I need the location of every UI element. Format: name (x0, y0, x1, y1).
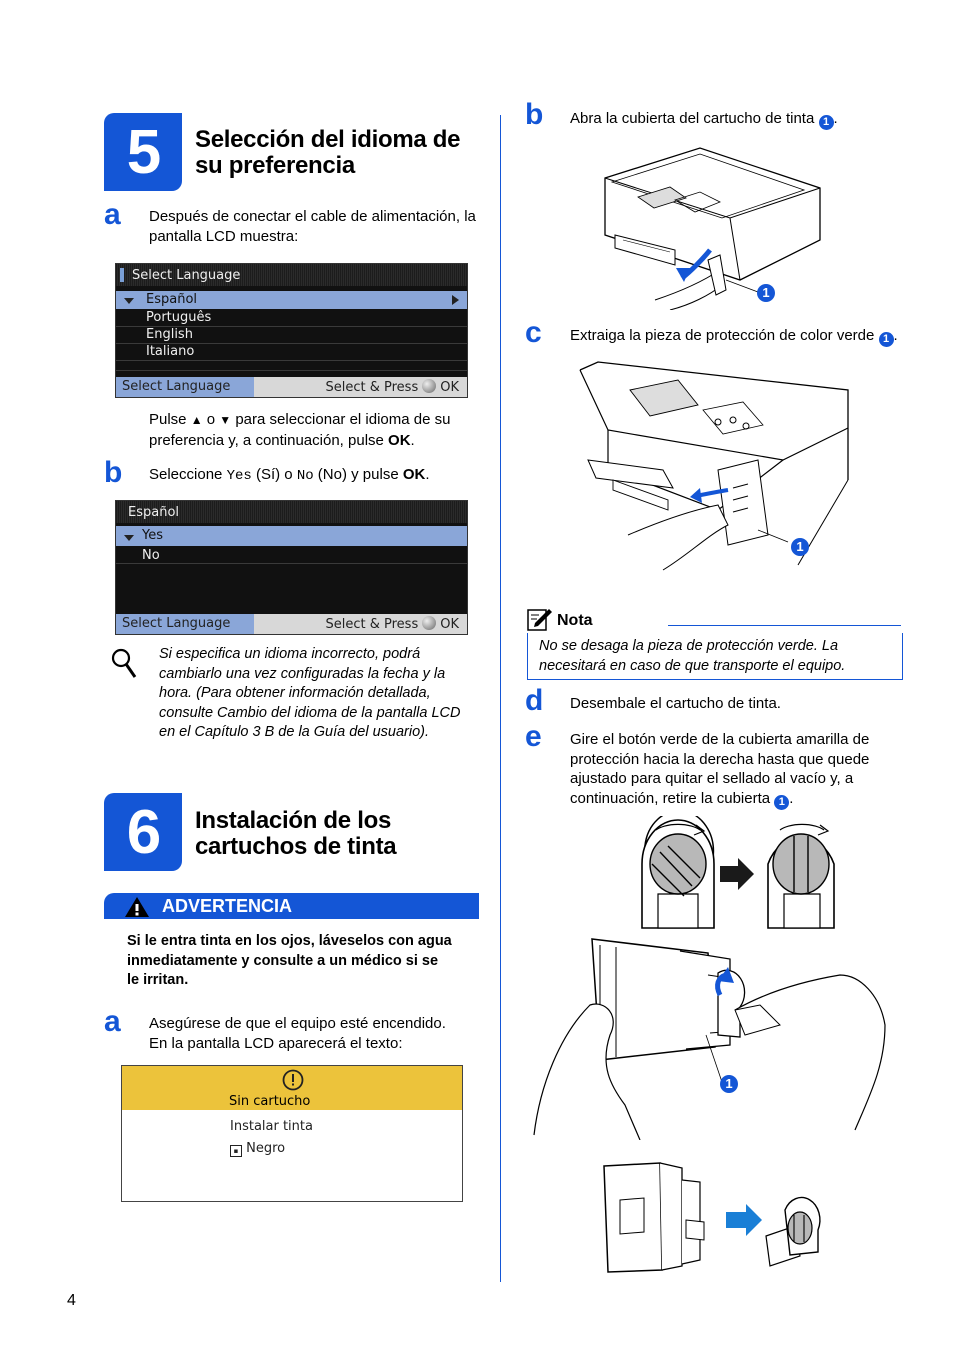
tip-line1: Si especifica un idioma incorrecto, podrá (159, 646, 421, 662)
printer-remove-protector-illustration (568, 360, 858, 575)
warning-line3: le irritan. (127, 972, 189, 988)
step-6e-line1: Gire el botón verde de la cubierta amarilla de (570, 731, 870, 748)
arrow-down-icon (124, 297, 134, 305)
step-6e-text (570, 730, 910, 810)
step-6c-text: Extraiga la pieza de protección de color verde 1 . (570, 327, 898, 345)
lcd-item-yes: Yes (142, 528, 163, 543)
lcd-install-ink: Instalar tinta (230, 1119, 313, 1134)
yes-code: Yes (226, 468, 252, 484)
callout-1-printer1: 1 (757, 284, 775, 302)
column-divider (500, 115, 501, 1282)
lcd-item-espanol: Español (146, 292, 198, 307)
warning-label: ADVERTENCIA (162, 896, 293, 916)
arrow-down-icon (124, 534, 134, 542)
lcd-color-line (230, 1141, 285, 1157)
step-6-title-line2: cartuchos de tinta (195, 833, 397, 860)
step-5-number: 5 (126, 117, 160, 187)
lcd-banner-text: Sin cartucho (229, 1094, 311, 1109)
step-5-title (195, 127, 460, 179)
lcd-footer (116, 377, 467, 397)
page-number: 4 (67, 1292, 76, 1309)
lcd-header-text: Select Language (132, 268, 241, 283)
lcd-item (116, 343, 467, 361)
note-top-rule (668, 625, 901, 626)
note-line2: necesitará en caso de que transporte el equipo. (539, 657, 846, 674)
lcd-item-portugues: Português (146, 310, 212, 325)
no-code: No (296, 468, 314, 484)
tip-line2: cambiarlo una vez configuradas la fecha y la (159, 665, 446, 682)
warning-icon (124, 896, 150, 918)
lcd-footer-left: Select Language (122, 379, 231, 394)
callout-1: 1 (879, 332, 894, 347)
lcd-item-italiano: Italiano (146, 344, 195, 359)
lcd-footer-left: Select Language (122, 616, 231, 631)
lcd-item-selected (116, 526, 467, 546)
lcd-item (116, 326, 467, 344)
lcd-footer-ok: OK (440, 617, 459, 632)
step-6d-text: Desembale el cartucho de tinta. (570, 695, 781, 712)
step-5b-text: Seleccione Yes (Sí) o No (No) y pulse OK. (149, 466, 430, 484)
lcd-header (116, 264, 467, 286)
arrow-right-icon (452, 295, 459, 305)
step-6b-letter: b (525, 98, 544, 131)
lcd-item-empty (116, 360, 467, 371)
lcd-color-black: Negro (246, 1141, 286, 1156)
note-line1: No se desaga la pieza de protección verde. La (539, 638, 839, 654)
lcd-footer-right (326, 616, 460, 632)
lcd-item-english: English (146, 327, 193, 342)
step-5-title-line2: su preferencia (195, 152, 355, 179)
step-6e-line3: ajustado para quitar el sellado al vacío y, a (570, 770, 854, 787)
step-6a-text (149, 1014, 489, 1053)
magnifier-icon (111, 648, 137, 680)
step-5-title-line1: Selección del idioma de (195, 126, 461, 153)
step-6a-line1: Asegúrese de que el equipo esté encendido. (149, 1015, 446, 1032)
step-5-badge (104, 113, 182, 191)
lcd-footer-select-press: Select & Press (325, 380, 419, 395)
lcd-footer-ok: OK (440, 380, 459, 395)
step-5a-line1: Después de conectar el cable de alimentación, la (149, 208, 476, 225)
lcd-item-selected (116, 291, 467, 309)
lcd-header (116, 501, 467, 523)
ink-bk-icon: ▪ (230, 1145, 242, 1157)
press-line2: preferencia y, a continuación, pulse OK. (149, 431, 415, 449)
step-5a-press-text (149, 410, 489, 450)
warning-line1: Si le entra tinta en los ojos, láveselos con agua (127, 933, 452, 949)
callout-1: 1 (774, 795, 789, 810)
printer-open-cover-illustration (590, 140, 830, 310)
step-6e-letter: e (525, 720, 542, 753)
down-arrow-icon: ▼ (219, 413, 232, 427)
lcd-footer (116, 614, 467, 634)
lcd-item-no: No (142, 548, 160, 563)
step-5a-text (149, 207, 489, 246)
up-arrow-icon: ▲ (190, 413, 203, 427)
note-pencil-icon (527, 607, 553, 631)
tip-line3: hora. (Para obtener información detallada, (159, 685, 431, 701)
lcd-header-text: Español (128, 505, 180, 520)
step-6-number: 6 (126, 797, 160, 867)
lcd-banner (122, 1066, 462, 1110)
step-5a-line2: pantalla LCD muestra: (149, 227, 299, 245)
warning-bar (104, 893, 479, 919)
note-text (539, 637, 899, 676)
step-6e-line4: continuación, retire la cubierta 1 . (570, 789, 794, 808)
step-6-title-line1: Instalación de los (195, 807, 391, 834)
step-6a-letter: a (104, 1005, 121, 1038)
knob-icon (422, 616, 436, 630)
lcd-item (116, 309, 467, 327)
alert-circle-icon (282, 1069, 304, 1091)
step-6b-text: Abra la cubierta del cartucho de tinta 1 . (570, 110, 838, 128)
knob-icon (422, 379, 436, 393)
step-6d-letter: d (525, 684, 544, 717)
lcd-footer-select-press: Select & Press (325, 617, 419, 632)
step-6a-line2: En la pantalla LCD aparecerá el texto: (149, 1034, 403, 1052)
step-6e-line2: protección hacia la derecha hasta que quede (570, 750, 870, 768)
warning-text (127, 932, 487, 991)
callout-1: 1 (819, 115, 834, 130)
lcd-item (116, 547, 467, 564)
step-6c-letter: c (525, 316, 542, 349)
callout-1-cartridge: 1 (720, 1075, 738, 1093)
note-label: Nota (557, 612, 593, 629)
lcd-yes-no (115, 500, 468, 635)
step-6-title (195, 808, 396, 860)
cartridge-cap-removed-illustration (600, 1160, 830, 1275)
tip-line4: consulte Cambio del idioma de la pantalla LCD (159, 704, 461, 721)
lcd-no-cartridge (121, 1065, 463, 1202)
tip-line5: en el Capítulo 3 B de la Guía del usuario). (159, 724, 430, 740)
protective-cap-rotate-illustration (638, 816, 838, 931)
lcd-select-language (115, 263, 468, 398)
warning-line2: inmediatamente y consulte a un médico si se (127, 952, 439, 969)
step-5a-letter: a (104, 198, 121, 231)
tip-text (159, 645, 479, 743)
step-5b-letter: b (104, 456, 123, 489)
step-6-badge (104, 793, 182, 871)
lcd-footer-right (326, 379, 460, 395)
cartridge-hands-illustration (530, 935, 890, 1140)
callout-1-printer2: 1 (791, 538, 809, 556)
press-line1: Pulse ▲ o ▼ para seleccionar el idioma de su (149, 411, 451, 428)
